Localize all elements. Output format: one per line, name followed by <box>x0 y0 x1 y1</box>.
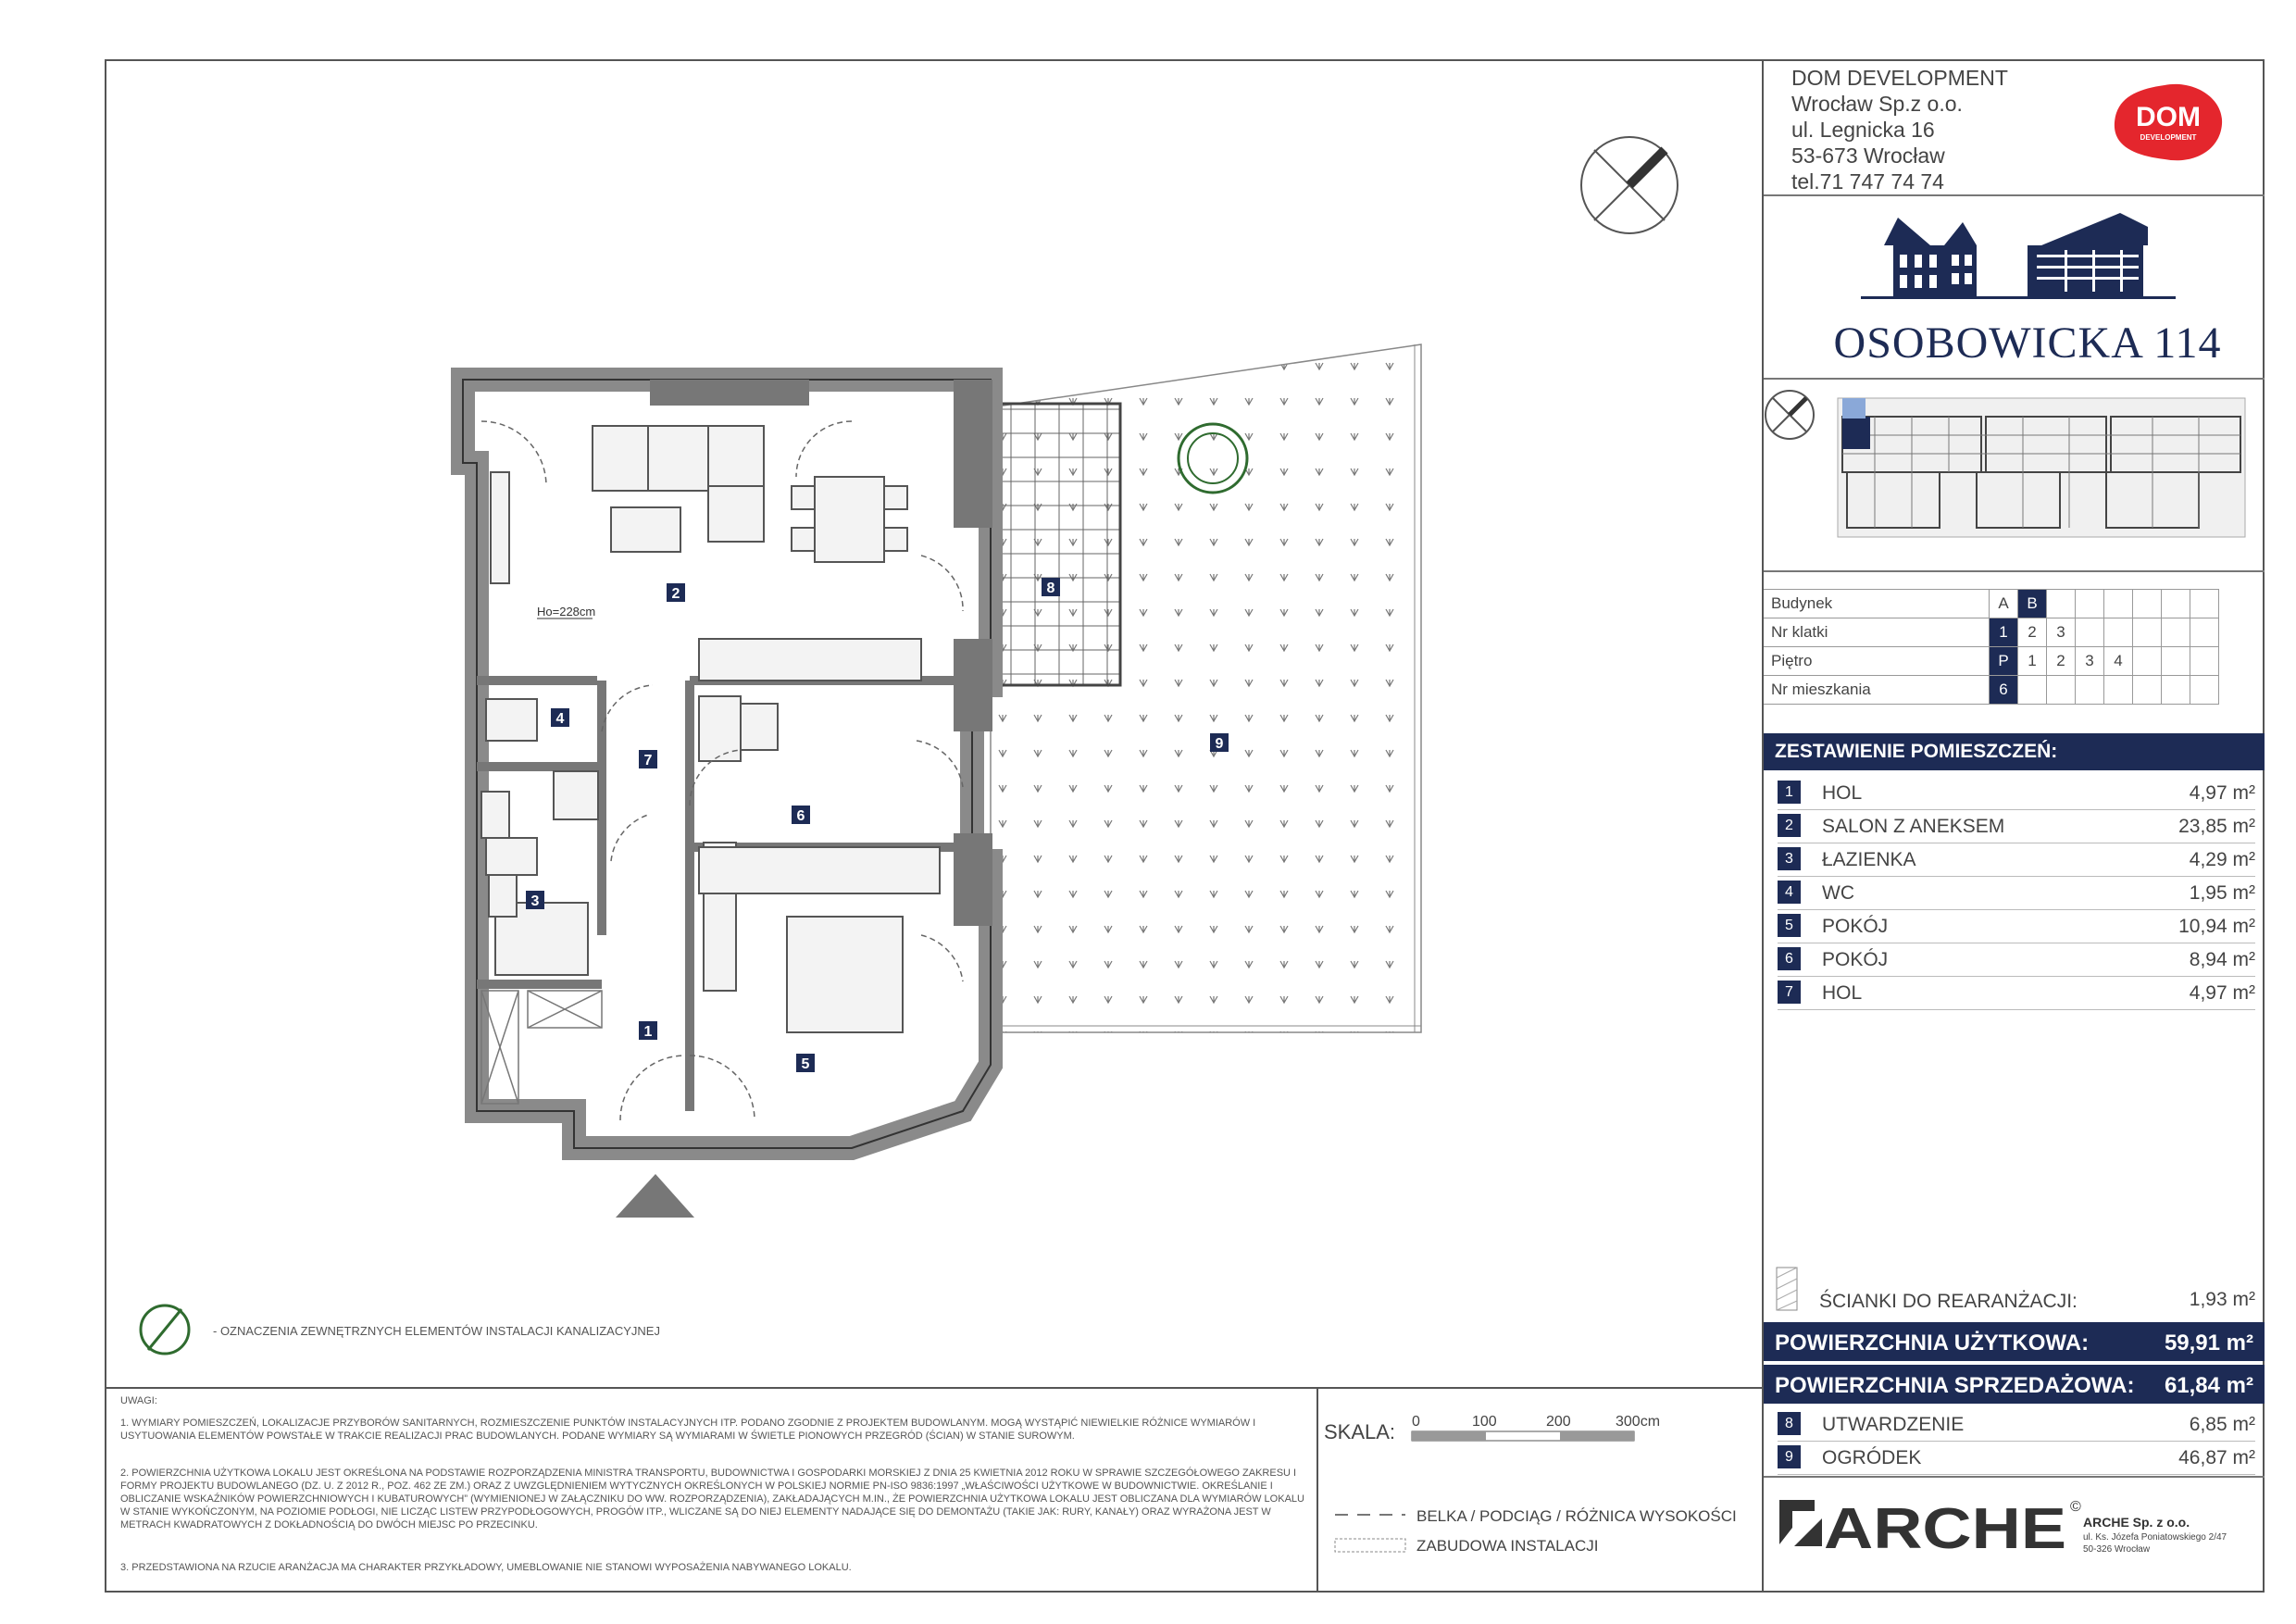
separator <box>1764 1476 2265 1478</box>
company-entity: Wrocław Sp.z o.o. <box>1791 92 1963 116</box>
notes-title: UWAGI: <box>120 1395 157 1406</box>
dom-logo-text: DOM <box>2136 102 2201 132</box>
note-2: 2. POWIERZCHNIA UŻYTKOWA LOKALU JEST OKREŚLONA NA PODSTAWIE ROZPORZĄDZENIA MINISTRA TRANSPORTU, BUDOWNICTWA I GOSPODARKI MORSKIEJ Z DNIA 25 KWIETNIA 2012 ROKU W SPRAWIE SZCZEGÓŁOWEGO ZAKRESU I FORMY PROJEKTU BUDOWLANEGO (DZ. U. Z 2012 R., POZ. 462 ZE ZM.) ORAZ Z UWZGLĘDNIENIEM WYTYCZNYCH OKREŚLONYCH W POLSKIEJ NORMIE PN-ISO 9836:1997 „WŁAŚCIWOŚCI UŻYTKOWE W BUDOWNICTWIE. OKREŚLANIE I OBLICZANIE WSKAŹNIKÓW POWIERZCHNIOWYCH I KUBATUROWYCH” (WYMIENIONEJ W ZAŁĄCZNIKU DO WW. ROZPORZĄDZENIA), ZAKŁADAJĄCYCH M.IN., ŻE POWIERZCHNIA UŻYTKOWA LOKALU JEST OBLICZANA DLA WYMIARÓW LOKALU W STANIE WYKOŃCZONYM, NA POZIOMIE PODŁOGI, NIE LICZĄC LISTEW PRZYPODŁOGOWYCH, PROGÓW ITP., WLICZANE SĄ DO NIEJ ELEMENTY NADAJĄCE SIĘ DO DEMONTAŻU (TAKIE JAK: RURY, KANAŁY) ORAZ WYRAŻONA JEST W METRACH KWADRATOWYCH Z DOKŁADNOŚCIĄ DO DWÓCH MIEJSC PO PRZECINKU. <box>120 1468 1304 1530</box>
room-row <box>1778 776 2255 810</box>
company-name: DOM DEVELOPMENT <box>1791 66 2008 90</box>
architect-address2: 50-326 Wrocław <box>2083 1544 2151 1555</box>
usable-area-total <box>1764 1322 2265 1361</box>
scale-tick: 300cm <box>1616 1414 1661 1430</box>
room-number: 1 <box>1778 781 1801 804</box>
room-name: WC <box>1822 882 1854 904</box>
extra-area: 6,85 m² <box>2189 1414 2255 1435</box>
room-label-3: 3 <box>530 893 540 909</box>
room-label-6: 6 <box>796 808 805 824</box>
sewer-legend-text: - OZNACZENIA ZEWNĘTRZNYCH ELEMENTÓW INSTALACJI KANALIZACYJNEJ <box>213 1324 660 1338</box>
selector-label: Budynek <box>1764 590 1990 618</box>
extra-row <box>1778 1441 2255 1475</box>
room-number: 6 <box>1778 947 1801 970</box>
room-area: 4,29 m² <box>2189 849 2255 870</box>
room-name: ŁAZIENKA <box>1822 849 1916 870</box>
selector-row-building <box>1764 590 2219 618</box>
arche-logo <box>1778 1491 2083 1555</box>
separator <box>1764 570 2265 572</box>
note-3: 3. PRZEDSTAWIONA NA RZUCIE ARANŻACJA MA CHARAKTER PRZYKŁADOWY, UMEBLOWANIE NIE STANOWI WYPOSAŻENIA NABYWANEGO LOKALU. <box>120 1562 852 1573</box>
company-city: 53-673 Wrocław <box>1791 144 1945 168</box>
extra-area: 46,87 m² <box>2178 1447 2255 1468</box>
architect-name: ARCHE Sp. z o.o. <box>2083 1515 2190 1530</box>
room-name: HOL <box>1822 982 1863 1004</box>
legend-symbols <box>1333 1502 1407 1557</box>
selector-cell[interactable]: 2 <box>2047 647 2076 676</box>
selector-cell[interactable]: 6 <box>1990 676 2018 705</box>
arche-logo-text: ARCHE <box>1824 1497 2066 1555</box>
room-label-2: 2 <box>671 586 680 602</box>
extra-name: OGRÓDEK <box>1822 1447 1922 1468</box>
company-block <box>1791 65 2008 194</box>
extra-name: UTWARDZENIE <box>1822 1414 1965 1435</box>
notes-legend-divider <box>1316 1387 1318 1593</box>
rearrangeable-wall-icon <box>1776 1267 1798 1311</box>
selector-row-unit <box>1764 676 2219 705</box>
scale-bar <box>1407 1411 1676 1448</box>
room-number: 4 <box>1778 881 1801 904</box>
company-street: ul. Legnicka 16 <box>1791 118 1935 142</box>
selector-cell[interactable]: B <box>2018 590 2047 618</box>
extra-row <box>1778 1407 2255 1442</box>
north-compass <box>1574 130 1685 241</box>
room-area: 23,85 m² <box>2178 816 2255 837</box>
room-row <box>1778 909 2255 943</box>
rooms-header: ZESTAWIENIE POMIESZCZEŃ: <box>1764 733 2265 770</box>
selector-cell[interactable]: 1 <box>2018 647 2047 676</box>
usable-area-label: POWIERZCHNIA UŻYTKOWA: <box>1775 1330 2090 1355</box>
selector-label: Nr mieszkania <box>1764 676 1990 705</box>
scale-tick: 200 <box>1546 1414 1571 1430</box>
site-key-plan <box>1764 380 2264 574</box>
room-number: 3 <box>1778 847 1801 870</box>
room-number: 7 <box>1778 981 1801 1004</box>
sales-area-label: POWIERZCHNIA SPRZEDAŻOWA: <box>1775 1373 2135 1398</box>
room-number: 5 <box>1778 914 1801 937</box>
selector-cell[interactable]: 4 <box>2104 647 2133 676</box>
svg-text:©: © <box>2070 1499 2081 1515</box>
selector-cell[interactable]: 3 <box>2047 618 2076 647</box>
selector-label: Piętro <box>1764 647 1990 676</box>
room-area: 4,97 m² <box>2189 982 2255 1004</box>
room-name: POKÓJ <box>1822 916 1889 937</box>
room-name: SALON Z ANEKSEM <box>1822 816 2005 837</box>
scale-tick: 0 <box>1412 1414 1420 1430</box>
extra-number: 9 <box>1778 1445 1801 1468</box>
room-label-9: 9 <box>1215 736 1224 752</box>
dom-development-logo <box>2109 81 2227 163</box>
room-area: 4,97 m² <box>2189 782 2255 804</box>
usable-area-value: 59,91 m² <box>2164 1330 2253 1355</box>
room-label-8: 8 <box>1046 581 1055 596</box>
scale-tick: 100 <box>1472 1414 1497 1430</box>
selector-cell[interactable]: A <box>1990 590 2018 618</box>
room-row <box>1778 943 2255 977</box>
rearrangeable-walls-value: 1,93 m² <box>2189 1289 2255 1310</box>
room-row <box>1778 843 2255 877</box>
architect-address1: ul. Ks. Józefa Poniatowskiego 2/47 <box>2083 1532 2227 1543</box>
selector-label: Nr klatki <box>1764 618 1990 647</box>
sales-area-value: 61,84 m² <box>2164 1373 2253 1398</box>
dom-logo-subtext: DEVELOPMENT <box>2140 133 2197 142</box>
unit-selector-table <box>1764 589 2219 705</box>
room-label-1: 1 <box>643 1024 653 1040</box>
entrance-arrow <box>616 1174 694 1218</box>
room-row <box>1778 976 2255 1010</box>
scale-label: SKALA: <box>1324 1420 1396 1443</box>
room-name: HOL <box>1822 782 1863 804</box>
sidebar-divider <box>1762 59 1764 1593</box>
floor-plan <box>435 333 1463 1241</box>
notes-divider <box>105 1387 1764 1389</box>
room-label-4: 4 <box>555 711 565 727</box>
selector-cell[interactable]: 1 <box>1990 618 2018 647</box>
project-title: OSOBOWICKA 114 <box>1833 319 2222 368</box>
room-area: 1,95 m² <box>2189 882 2255 904</box>
note-1: 1. WYMIARY POMIESZCZEŃ, LOKALIZACJE PRZYBORÓW SANITARNYCH, ROZMIESZCZENIE PUNKTÓW INSTALACYJNYCH ITP. PODANO ZGODNIE Z PROJEKTEM BUDOWLANYM. MOGĄ WYSTĄPIĆ NIEWIELKIE RÓŻNICE WYMIARÓW I USYTUOWANIA ELEMENTÓW POWSTAŁE W TRAKCIE REALIZACJI PRAC BUDOWLANYCH. PODANE WYMIARY SĄ WYMIARAMI W ŚWIETLE PIONOWYCH PRZEGRÓD (ŚCIAN) W STANIE SUROWYM. <box>120 1418 1256 1442</box>
selector-cell[interactable]: 2 <box>2018 618 2047 647</box>
room-area: 8,94 m² <box>2189 949 2255 970</box>
selector-cell[interactable]: P <box>1990 647 2018 676</box>
legend-install: ZABUDOWA INSTALACJI <box>1416 1537 1599 1555</box>
ceiling-height-note: Ho=228cm <box>537 605 596 618</box>
room-name: POKÓJ <box>1822 949 1889 970</box>
room-row <box>1778 876 2255 910</box>
extra-number: 8 <box>1778 1412 1801 1435</box>
room-number: 2 <box>1778 814 1801 837</box>
company-phone: tel.71 747 74 74 <box>1791 169 1944 194</box>
room-area: 10,94 m² <box>2178 916 2255 937</box>
selector-cell[interactable]: 3 <box>2076 647 2104 676</box>
selector-row-floor <box>1764 647 2219 676</box>
rearrangeable-walls-label: ŚCIANKI DO REARANŻACJI: <box>1819 1291 2078 1312</box>
room-label-5: 5 <box>801 1056 810 1072</box>
terrace-area <box>991 404 1120 685</box>
sewer-legend-icon <box>135 1300 194 1359</box>
sales-area-total <box>1764 1365 2265 1404</box>
selector-row-staircase <box>1764 618 2219 647</box>
room-label-7: 7 <box>643 753 653 768</box>
legend-beam: BELKA / PODCIĄG / RÓŻNICA WYSOKOŚCI <box>1416 1507 1737 1525</box>
room-row <box>1778 809 2255 843</box>
separator <box>1764 194 2265 196</box>
